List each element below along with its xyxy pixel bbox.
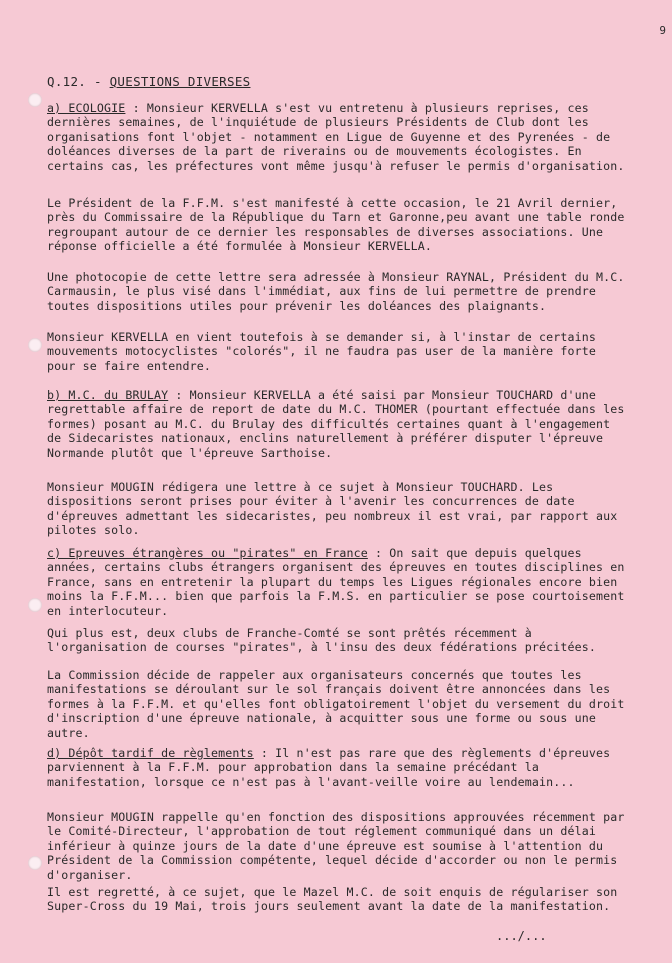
punch-hole: [28, 93, 42, 107]
paragraph-heading: b) M.C. du BRULAY: [47, 388, 169, 402]
paragraph-depot: [47, 746, 625, 789]
paragraph-text: : Monsieur KERVELLA s'est vu entretenu à plusieurs reprises, ces dernières semaines, de l'inquiétude de plusieurs Présidents de Club dont les organisations font l'objet - notamment en Ligue de Guyenne et des Pyrenées - de doléances diverses de la part de riverains ou de mouvements écologistes. En certains cas, les préfectures vont même jusqu'à refuser le permis d'organisation.: [47, 101, 625, 173]
punch-hole: [28, 856, 42, 870]
paragraph: Qui plus est, deux clubs de Franche-Comté se sont prêtés récemment à l'organisation de courses "pirates", à l'insu des deux fédérations précitées.: [47, 626, 597, 655]
paragraph: Monsieur MOUGIN rappelle qu'en fonction des dispositions approuvées récemment par le Comité-Directeur, l'approbation de tout réglement communiqué dans un délai inférieur à quinze jours de la date d'une épreuve est soumise à l'attention du Président de la Commission compétente, lequel décide d'accorder ou non le permis d'organiser.: [47, 810, 632, 882]
paragraph-text: : Il n'est pas rare que des règlements d'épreuves parviennent à la F.F.M. pour approbation dans la semaine précédant la manifestation, lorsque ce n'est pas à l'avant-veille voire au lendemain...: [47, 746, 618, 789]
section-title: [47, 74, 250, 89]
paragraph-brulay: [47, 388, 632, 460]
punch-hole: [28, 598, 42, 612]
paragraph: Le Président de la F.F.M. s'est manifesté à cette occasion, le 21 Avril dernier, près du Commissaire de la République du Tarn et Garonne,peu avant une table ronde regroupant autour de ce dernier les responsables de diverses associations. Une réponse officielle a été formulée à Monsieur KERVELLA.: [47, 196, 632, 254]
paragraph: Une photocopie de cette lettre sera adressée à Monsieur RAYNAL, Président du M.C. Carmausin, le plus visé dans l'immédiat, aux fins de lui permettre de prendre toutes dispositions utiles pour prévenir les doléances des plaignants.: [47, 270, 632, 313]
page-number: 9: [659, 24, 666, 37]
paragraph: Monsieur MOUGIN rédigera une lettre à ce sujet à Monsieur TOUCHARD. Les dispositions seront prises pour éviter à l'avenir les concurrences de date d'épreuves admettant les sidecaristes, peu nombreux il est vrai, par rapport aux pilotes solo.: [47, 480, 625, 538]
punch-hole: [28, 338, 42, 352]
continuation-mark: .../...: [496, 929, 547, 943]
paragraph: La Commission décide de rappeler aux organisateurs concernés que toutes les manifestations se déroulant sur le sol français doivent être annoncées dans les formes à la F.F.M. et qu'elles font obligatoirement l'objet du versement du droit d'inscription d'une épreuve nationale, à acquitter sous une forme ou sous une autre.: [47, 668, 632, 740]
paragraph-ecologie: [47, 101, 625, 173]
paragraph-epreuves: [47, 546, 632, 618]
paragraph-text: : Monsieur KERVELLA a été saisi par Monsieur TOUCHARD d'une regrettable affaire de report de date du M.C. THOMER (pourtant effectuée dans les formes) posant au M.C. du Brulay des difficultés certaines quant à l'engagement de Sidecaristes nationaux, enclins naturellement à préférer disputer l'épreuve Normande plutôt que l'épreuve Sarthoise.: [47, 388, 632, 460]
paragraph: Monsieur KERVELLA en vient toutefois à se demander si, à l'instar de certains mouvements motocyclistes "colorés", il ne faudra pas user de la manière forte pour se faire entendre.: [47, 330, 604, 373]
paragraph-text: : On sait que depuis quelques années, certains clubs étrangers organisent des épreuves en toutes disciplines en France, sans en entretenir la plupart du temps les Ligues régionales encore bien moins la F.F.M... bien que parfois la F.M.S. en particulier se pose courtoisement en interlocuteur.: [47, 546, 632, 618]
paragraph-heading: c) Epreuves étrangères ou "pirates" en France: [47, 546, 368, 560]
title-text: QUESTIONS DIVERSES: [109, 74, 251, 89]
paragraph: Il est regretté, à ce sujet, que le Mazel M.C. de soit enquis de régulariser son Super-Cross du 19 Mai, trois jours seulement avant la date de la manifestation.: [47, 885, 625, 914]
paragraph-heading: a) ECOLOGIE: [47, 101, 126, 115]
paragraph-heading: d) Dépôt tardif de règlements: [47, 746, 254, 760]
title-prefix: Q.12. -: [47, 74, 110, 89]
